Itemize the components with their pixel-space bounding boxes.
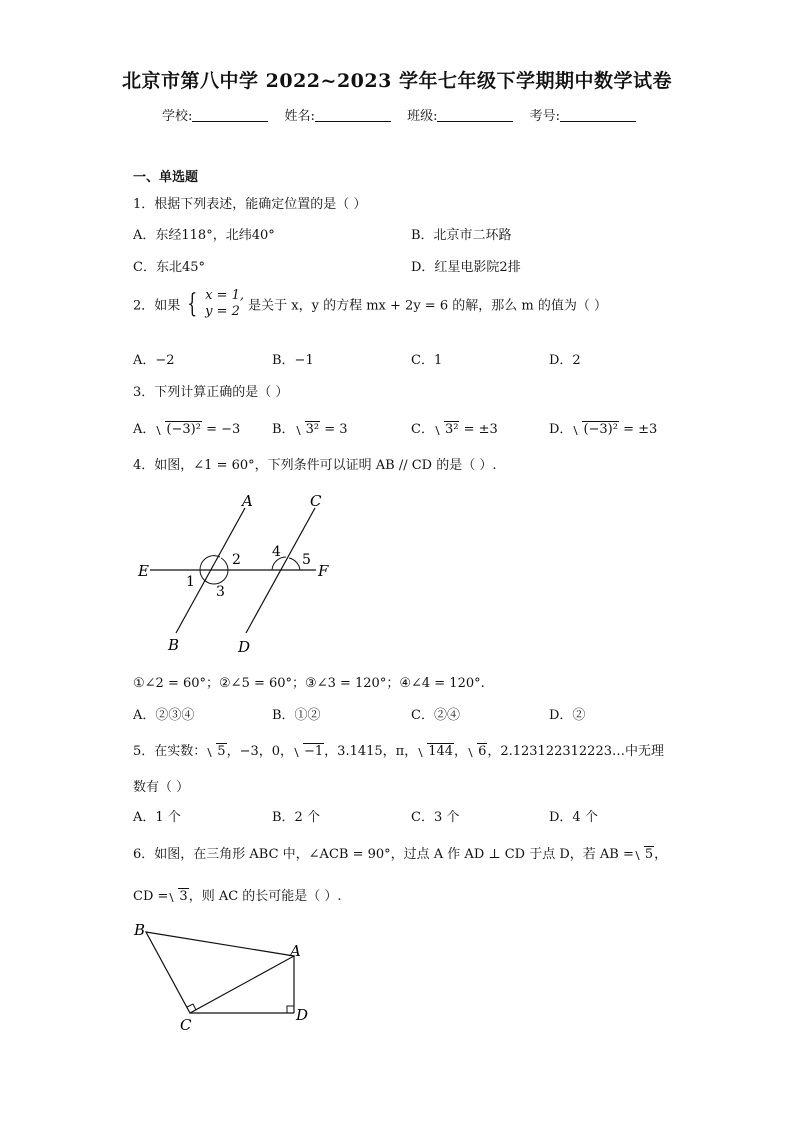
q3-option-a (133, 418, 240, 437)
angle2-arc (221, 558, 228, 570)
q4-option-c: C．②④ (411, 708, 460, 723)
q5-option-b: B．2 个 (272, 810, 320, 825)
q2-option-b: B．−1 (272, 353, 314, 368)
q2-stem (133, 287, 607, 321)
q2-option-c: C．1 (411, 353, 443, 368)
class-label: 班级: (407, 109, 438, 124)
q3-c-label: C． (411, 422, 434, 437)
q3-a-label: A． (133, 422, 156, 437)
q5-option-d: D．4 个 (549, 810, 598, 825)
q3-b-label: B． (272, 422, 295, 437)
page-title: 北京市第八中学 2022~2023 学年七年级下学期期中数学试卷 (122, 70, 672, 92)
label-C: C (310, 492, 322, 510)
label-A: A (290, 942, 301, 960)
q3-d-radical: (−3)² (572, 422, 619, 437)
q6-sqrt5: 5 (634, 847, 654, 862)
q2-option-d: D．2 (549, 353, 581, 368)
q5-cbrt-neg1: −1 (293, 744, 324, 759)
id-blank[interactable] (560, 107, 636, 122)
section-title: 一、单选题 (133, 170, 199, 185)
exam-info-line (162, 105, 636, 124)
q4-option-a: A．②③④ (133, 708, 195, 723)
q3-option-b (272, 418, 347, 437)
q6-line2: CD = 3，则 AC 的长可能是（ ）. (133, 889, 342, 904)
q3-b-radical: 3² (295, 422, 320, 437)
q1-stem: 1．根据下列表述，能确定位置的是（ ） (133, 197, 367, 212)
label-angle-4: 4 (272, 544, 281, 560)
q2-prefix: 2．如果 (133, 298, 181, 314)
right-angle-d (287, 1006, 294, 1013)
triangle-abc (146, 932, 294, 1013)
label-C: C (180, 1016, 192, 1034)
q6-figure (130, 918, 330, 1038)
label-angle-5: 5 (302, 552, 311, 568)
q1-option-a: A．东经118°，北纬40° (133, 228, 275, 243)
q2-eq1: x = 1, (205, 288, 245, 303)
label-angle-3: 3 (216, 584, 225, 600)
q6-sqrt3: 3 (168, 889, 188, 904)
school-blank[interactable] (192, 107, 268, 122)
q3-a-rest: = −3 (206, 422, 241, 437)
q3-b-rest: = 3 (324, 422, 348, 437)
label-D: D (296, 1006, 309, 1024)
q3-d-rest: = ±3 (623, 422, 658, 437)
q1-option-c: C．东北45° (133, 260, 205, 275)
q5-sqrt144: 144 (417, 744, 454, 759)
q6-line1: 6．如图，在三角形 ABC 中，∠ACB = 90°，过点 A 作 AD ⊥ CD 于点 D，若 AB = 5， (133, 847, 668, 862)
angle5-arc (289, 558, 300, 570)
q5-sqrt5: 5 (206, 744, 226, 759)
q2-option-a: A．−2 (133, 353, 175, 368)
label-angle-1: 1 (186, 574, 195, 590)
label-F: F (318, 562, 329, 580)
q3-option-c (411, 418, 498, 437)
label-angle-2: 2 (232, 552, 241, 568)
id-label: 考号: (529, 109, 560, 124)
name-blank[interactable] (315, 107, 391, 122)
label-A: A (242, 492, 253, 510)
q1-option-b: B．北京市二环路 (411, 228, 512, 243)
q2-suffix: 是关于 x，y 的方程 mx + 2y = 6 的解，那么 m 的值为（ ） (248, 298, 607, 314)
q5-line2: 数有（ ） (133, 780, 190, 795)
class-blank[interactable] (437, 107, 513, 122)
q1-option-d: D．红星电影院2排 (411, 260, 521, 275)
q3-c-radical: 3² (434, 422, 459, 437)
q2-brace: { (187, 289, 198, 319)
q5-option-a: A．1 个 (133, 810, 181, 825)
q4-option-d: D．② (549, 708, 586, 723)
q4-option-b: B．①② (272, 708, 321, 723)
q4-figure (120, 488, 350, 658)
q3-option-d (549, 418, 657, 437)
q3-d-label: D． (549, 422, 573, 437)
q4-stem: 4．如图，∠1 = 60°，下列条件可以证明 AB // CD 的是（ ）. (133, 458, 497, 473)
q5-line1: 5．在实数： 5，−3，0， −1，3.1415，π， 144， 6，2.123122312223…中无理 (133, 744, 664, 759)
q4-conditions: ①∠2 = 60°；②∠5 = 60°；③∠3 = 120°；④∠4 = 120°. (133, 676, 485, 691)
q2-eq2: y = 2 (205, 304, 240, 319)
q2-system (205, 288, 244, 320)
q5-option-c: C．3 个 (411, 810, 460, 825)
q5-cbrt6: 6 (467, 744, 487, 759)
name-label: 姓名: (284, 109, 315, 124)
label-B: B (168, 636, 180, 654)
school-label: 学校: (162, 109, 193, 124)
q3-c-rest: = ±3 (463, 422, 498, 437)
q3-stem: 3．下列计算正确的是（ ） (133, 385, 289, 400)
label-E: E (138, 562, 149, 580)
q3-a-radical: (−3)² (155, 422, 202, 437)
label-D: D (238, 638, 251, 656)
label-B: B (134, 921, 146, 939)
